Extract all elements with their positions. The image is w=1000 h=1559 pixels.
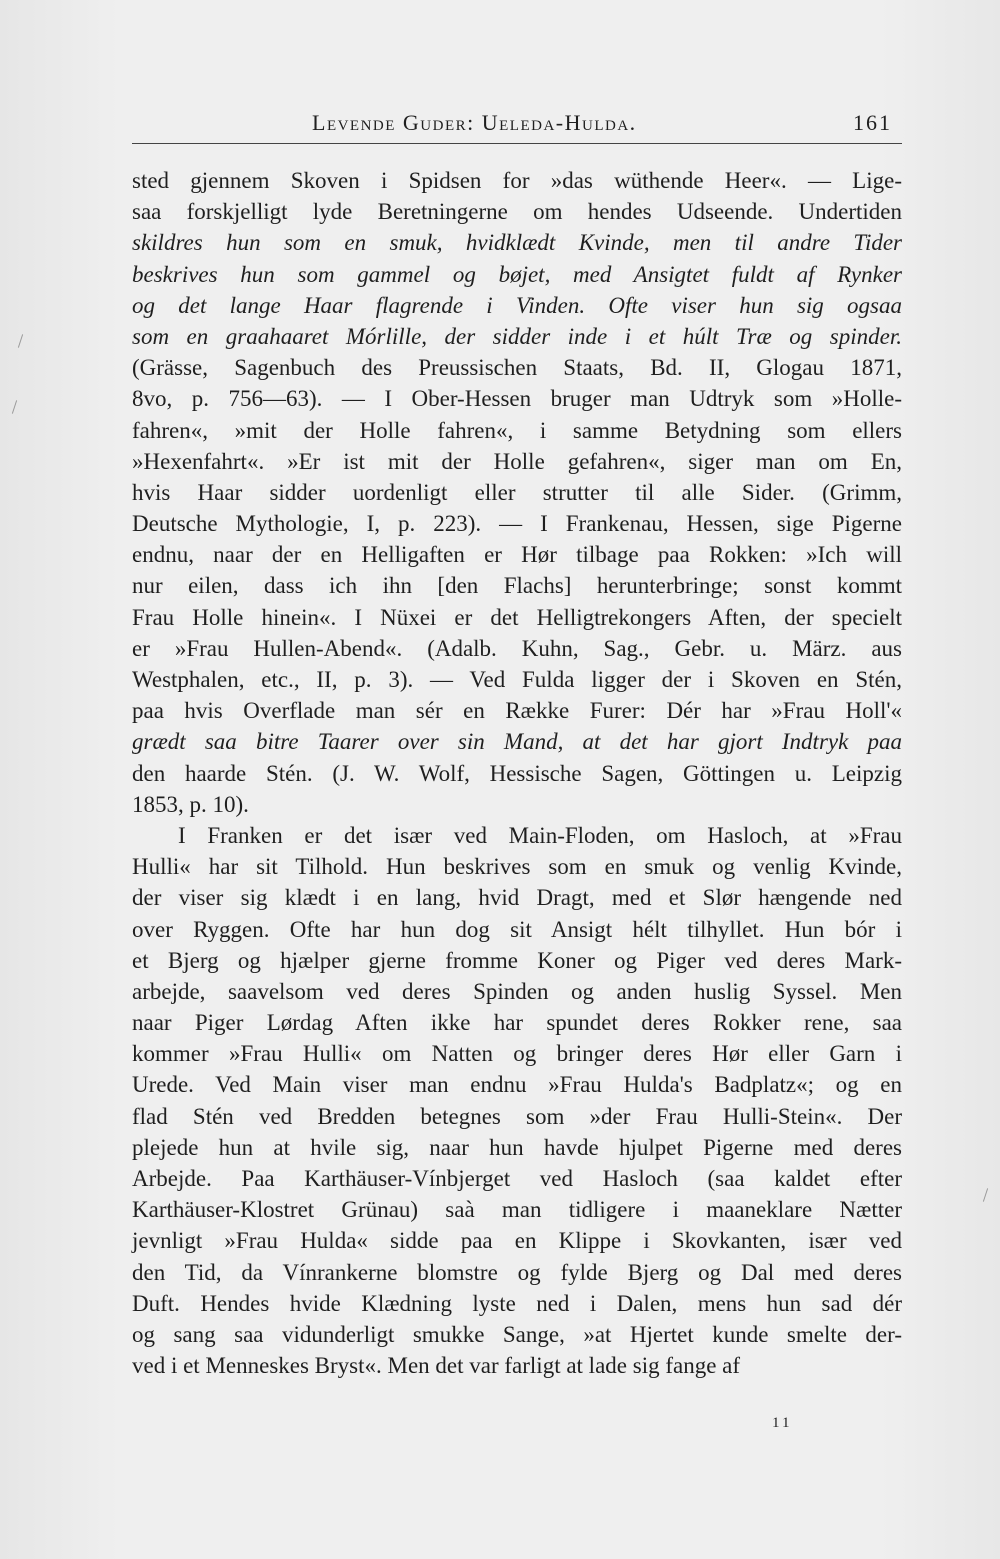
page-number: 161 [853, 110, 892, 135]
body-text [132, 165, 902, 1381]
text-line: fahren«, »mit der Holle fahren«, i samme Betydning som ellers [132, 417, 902, 443]
text-line: den Tid, da Vínrankerne blomstre og fylde Bjerg og Dal med deres [132, 1259, 902, 1285]
text-line: Urede. Ved Main viser man endnu »Frau Hulda's Badplatz«; og en [132, 1072, 902, 1098]
text-line: er »Frau Hullen-Abend«. (Adalb. Kuhn, Sag., Gebr. u. März. aus [132, 635, 902, 661]
text-line: over Ryggen. Ofte har hun dog sit Ansigt hélt tilhyllet. Hun bór i [132, 916, 902, 942]
text-line: (Grässe, Sagenbuch des Preussischen Staats, Bd. II, Glogau 1871, [132, 355, 902, 381]
text-line: arbejde, saavelsom ved deres Spinden og anden huslig Syssel. Men [132, 978, 902, 1004]
text-line: »Hexenfahrt«. »Er ist mit der Holle gefahren«, siger man om En, [132, 448, 902, 474]
text-line: 8vo, p. 756—63). — I Ober-Hessen bruger man Udtryk som »Holle- [132, 386, 902, 412]
margin-mark [12, 400, 17, 414]
margin-mark [18, 334, 23, 348]
text-line: nur eilen, dass ich ihn [den Flachs] herunterbringe; sonst kommt [132, 573, 902, 599]
text-line: et Bjerg og hjælper gjerne fromme Koner og Piger ved deres Mark- [132, 947, 902, 973]
text-line: skildres hun som en smuk, hvidklædt Kvinde, men til andre Tider [132, 230, 902, 256]
margin-mark [983, 1188, 988, 1202]
text-line: hvis Haar sidder uordenligt eller strutter til alle Sider. (Grimm, [132, 479, 902, 505]
text-line: og sang saa vidunderligt smukke Sange, »at Hjertet kunde smelte der- [132, 1321, 902, 1347]
text-line: sted gjennem Skoven i Spidsen for »das wüthende Heer«. — Lige- [132, 168, 902, 193]
text-line: og det lange Haar flagrende i Vinden. Ofte viser hun sig ogsaa [132, 292, 902, 318]
text-line: Hulli« har sit Tilhold. Hun beskrives som en smuk og venlig Kvinde, [132, 854, 902, 880]
text-line: som en graahaaret Mórlille, der sidder inde i et húlt Træ og spinder. [132, 323, 902, 349]
text-line: den haarde Stén. (J. W. Wolf, Hessische Sagen, Göttingen u. Leipzig [132, 760, 902, 786]
text-line: naar Piger Lørdag Aften ikke har spundet deres Rokker rene, saa [132, 1010, 902, 1036]
text-line: jevnligt »Frau Hulda« sidde paa en Klippe i Skovkanten, især ved [132, 1228, 902, 1254]
text-line: Arbejde. Paa Karthäuser-Vínbjerget ved Hasloch (saa kaldet efter [132, 1166, 902, 1191]
text-line: ved i et Menneskes Bryst«. Men det var farligt at lade sig fange af [132, 1353, 741, 1379]
text-line: Frau Holle hinein«. I Nüxei er det Helligtrekongers Aften, der specielt [132, 604, 902, 630]
text-line: endnu, naar der en Helligaften er Hør tilbage paa Rokken: »Ich will [132, 542, 902, 568]
text-line: 1853, p. 10). [132, 791, 249, 817]
text-line: der viser sig klædt i en lang, hvid Dragt, med et Slør hængende ned [132, 885, 902, 911]
text-line: Deutsche Mythologie, I, p. 223). — I Frankenau, Hessen, sige Pigerne [132, 511, 902, 537]
text-line: I Franken er det især ved Main-Floden, om Hasloch, at »Frau [178, 822, 902, 848]
text-line: Duft. Hendes hvide Klædning lyste ned i Dalen, mens hun sad dér [132, 1290, 902, 1316]
text-line: saa forskjelligt lyde Beretningerne om hendes Udseende. Undertiden [132, 199, 902, 225]
text-line: Karthäuser-Klostret Grünau) saà man tidligere i maaneklare Nætter [132, 1197, 902, 1223]
text-line: flad Stén ved Bredden betegnes som »der Frau Hulli-Stein«. Der [132, 1103, 902, 1129]
running-title: Levende Guder: Ueleda-Hulda. [312, 110, 637, 135]
text-line: kommer »Frau Hulli« om Natten og bringer deres Hør eller Garn i [132, 1041, 902, 1067]
text-line: grædt saa bitre Taarer over sin Mand, at det har gjort Indtryk paa [132, 729, 902, 755]
text-line: plejede hun at hvile sig, naar hun havde hjulpet Pigerne med deres [132, 1134, 902, 1160]
header-rule [132, 143, 902, 144]
text-line: paa hvis Overflade man sér en Række Furer: Dér har »Frau Holl'« [132, 698, 902, 724]
signature-mark: 11 [772, 1415, 793, 1431]
text-line: beskrives hun som gammel og bøjet, med Ansigtet fuldt af Rynker [132, 261, 902, 287]
text-line: Westphalen, etc., II, p. 3). — Ved Fulda ligger der i Skoven en Stén, [132, 667, 902, 692]
running-head [132, 104, 902, 138]
